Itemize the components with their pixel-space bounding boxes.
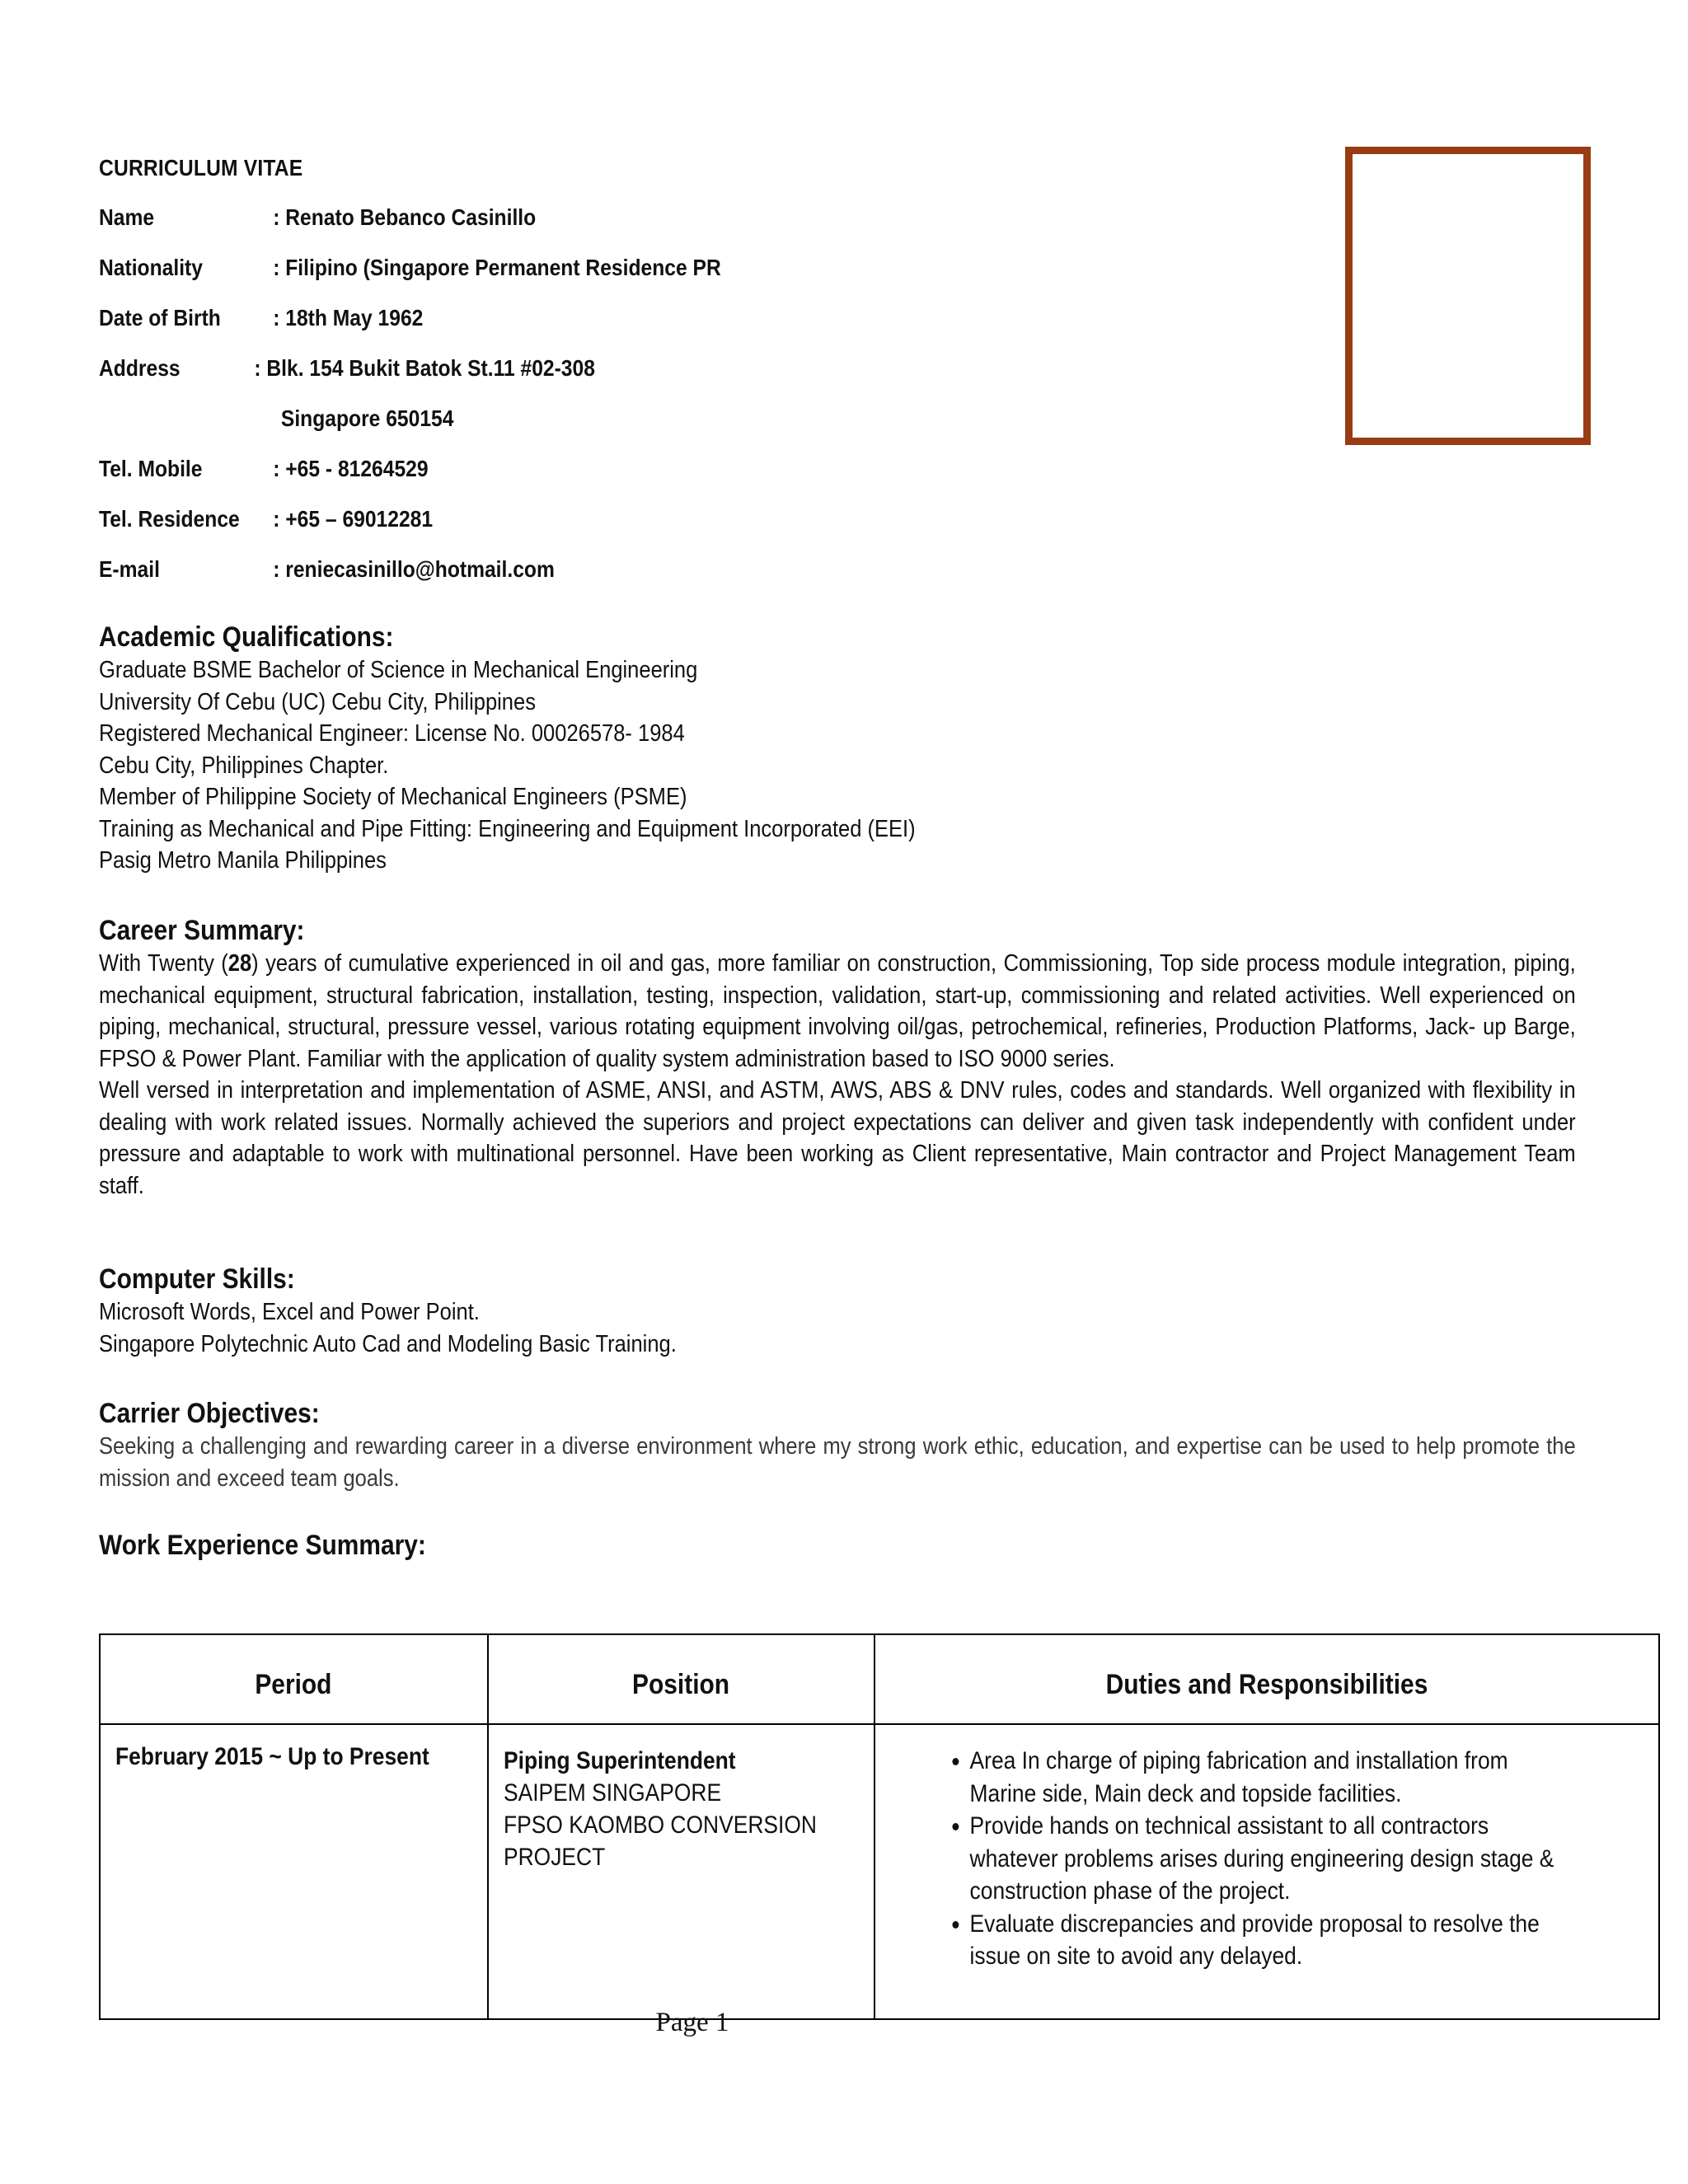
info-value: : +65 - 81264529 bbox=[273, 456, 429, 481]
info-label: Tel. Residence bbox=[99, 506, 240, 532]
period-cell bbox=[100, 1724, 488, 2019]
info-value: : Renato Bebanco Casinillo bbox=[273, 204, 537, 230]
academic-line: Cebu City, Philippines Chapter. bbox=[99, 752, 389, 779]
info-label: Nationality bbox=[99, 255, 203, 280]
info-value: : +65 – 69012281 bbox=[273, 506, 434, 532]
work-experience-table bbox=[99, 1633, 1660, 2020]
duties-content bbox=[925, 1745, 1556, 1973]
info-value: : reniecasinillo@hotmail.com bbox=[273, 556, 555, 582]
objectives-section bbox=[99, 1396, 1576, 1494]
duty-item: • Area In charge of piping fabrication and installation from Marine side, Main deck and topside facilities. bbox=[970, 1745, 1556, 1810]
header-period-label: Period bbox=[255, 1668, 332, 1700]
header-duties-label: Duties and Responsibilities bbox=[1106, 1668, 1428, 1700]
header-period bbox=[100, 1634, 488, 1724]
academic-line: Registered Mechanical Engineer: License No. 00026578- 1984 bbox=[99, 720, 685, 747]
info-value: Singapore 650154 bbox=[280, 405, 454, 431]
academic-section bbox=[99, 620, 1576, 877]
objectives-heading: Carrier Objectives: bbox=[99, 1398, 320, 1429]
computer-line: Microsoft Words, Excel and Power Point. bbox=[99, 1299, 480, 1325]
career-years: 28 bbox=[227, 950, 252, 977]
objectives-text-wrap bbox=[99, 1431, 1576, 1494]
position-line: SAIPEM SINGAPORE bbox=[503, 1779, 721, 1807]
career-section bbox=[99, 913, 1576, 1202]
position-title: Piping Superintendent bbox=[503, 1747, 736, 1774]
info-label: Date of Birth bbox=[99, 305, 221, 330]
page-number: Page 1 bbox=[655, 2008, 729, 2037]
academic-heading: Academic Qualifications: bbox=[99, 621, 394, 653]
duties-list bbox=[925, 1745, 1556, 1973]
work-heading: Work Experience Summary: bbox=[99, 1530, 426, 1561]
computer-heading: Computer Skills: bbox=[99, 1263, 295, 1295]
duty-item: • Provide hands on technical assistant to all contractors whatever problems arises during engineering design stage & construction phase of the project. bbox=[970, 1810, 1556, 1908]
document-title: CURRICULUM VITAE bbox=[99, 155, 303, 180]
computer-section bbox=[99, 1262, 1576, 1360]
academic-line: Graduate BSME Bachelor of Science in Mechanical Engineering bbox=[99, 657, 698, 683]
info-label: E-mail bbox=[99, 556, 160, 582]
work-section bbox=[99, 1528, 1576, 1563]
career-text-b: ) years of cumulative experienced in oil and gas, more familiar on construction, Commissioning, Top side process module integration, piping, mechanical equipment, structural fabrication, installation, testing, inspection, validation, start-up, commissioning and related activities. Well experienced on piping, mechanical, structural, pressure vessel, various rotating equipment involving oil/gas, petrochemical, refineries, Production Platforms, Jack- up Barge, FPSO & Power Plant. Familiar with the application of quality system administration based to ISO 9000 series. bbox=[99, 950, 1576, 1072]
table-header-row bbox=[100, 1634, 1659, 1724]
info-label: Tel. Mobile bbox=[99, 456, 203, 481]
info-label: Address bbox=[99, 355, 181, 381]
academic-line: Pasig Metro Manila Philippines bbox=[99, 847, 387, 874]
computer-line: Singapore Polytechnic Auto Cad and Modeling Basic Training. bbox=[99, 1330, 677, 1357]
career-heading: Career Summary: bbox=[99, 915, 305, 946]
period-value: February 2015 ~ Up to Present bbox=[115, 1743, 429, 1770]
info-value: : Filipino (Singapore Permanent Residence PR bbox=[273, 255, 721, 280]
info-label: Name bbox=[99, 204, 155, 230]
position-line: FPSO KAOMBO CONVERSION bbox=[503, 1811, 817, 1839]
table-row bbox=[100, 1724, 1659, 2019]
career-text-a: With Twenty ( bbox=[99, 950, 228, 977]
duties-cell bbox=[874, 1724, 1659, 2019]
position-line: PROJECT bbox=[503, 1844, 605, 1871]
position-content bbox=[504, 1745, 817, 1873]
info-value: : 18th May 1962 bbox=[273, 305, 424, 330]
career-paragraph-2: Well versed in interpretation and implementation of ASME, ANSI, and ASTM, AWS, ABS & DNV rules, codes and standards. Well organized with flexibility in dealing with work related issues. Normally achieved the superiors and project expectations can deliver and given task independently with confident under pressure and adaptable to work with multinational personnel. Have been working as Client representative, Main contractor and Project Management Team staff. bbox=[99, 1077, 1576, 1199]
objectives-text: Seeking a challenging and rewarding career in a diverse environment where my strong work ethic, education, and expertise can be used to help promote the mission and exceed team goals. bbox=[99, 1433, 1576, 1492]
info-value: : Blk. 154 Bukit Batok St.11 #02-308 bbox=[254, 355, 595, 381]
academic-line: Training as Mechanical and Pipe Fitting: Engineering and Equipment Incorporated (EEI) bbox=[99, 815, 916, 842]
position-cell bbox=[488, 1724, 875, 2019]
header-position bbox=[488, 1634, 875, 1724]
duty-item: • Evaluate discrepancies and provide proposal to resolve the issue on site to avoid any delayed. bbox=[970, 1908, 1556, 1973]
photo-frame bbox=[1345, 147, 1591, 445]
computer-lines bbox=[99, 1296, 1399, 1360]
academic-lines bbox=[99, 654, 1399, 877]
header-position-label: Position bbox=[632, 1668, 730, 1700]
academic-line: Member of Philippine Society of Mechanical Engineers (PSME) bbox=[99, 784, 687, 810]
header-duties bbox=[874, 1634, 1659, 1724]
career-paragraph-1 bbox=[99, 948, 1576, 1075]
career-text bbox=[99, 948, 1576, 1202]
academic-line: University Of Cebu (UC) Cebu City, Philippines bbox=[99, 688, 536, 715]
